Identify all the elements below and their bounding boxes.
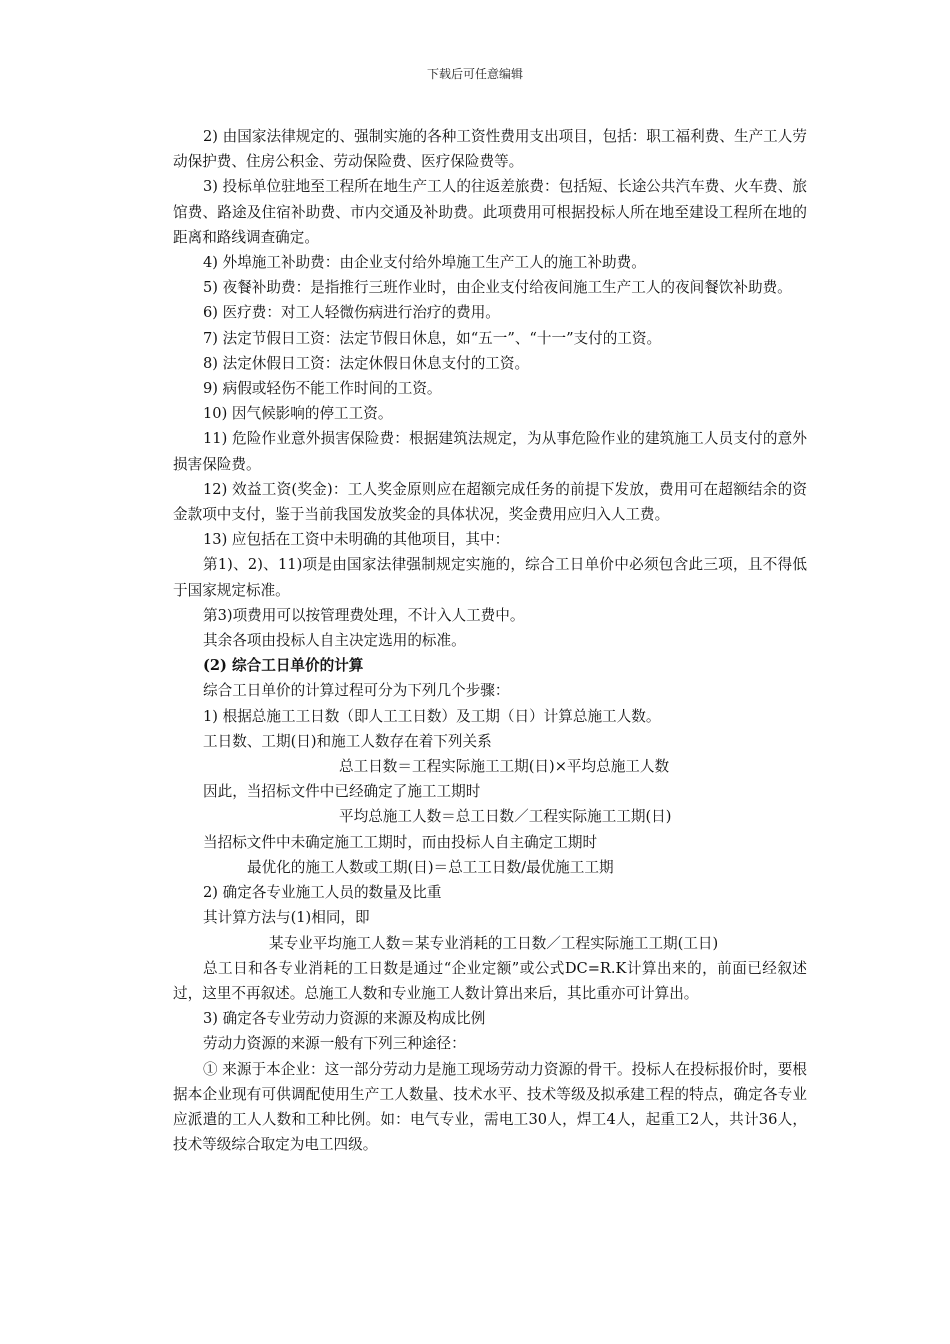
paragraph-step-2: 2) 确定各专业施工人员的数量及比重 [203, 884, 442, 902]
paragraph-sources-intro: 劳动力资源的来源一般有下列三种途径： [203, 1035, 466, 1053]
paragraph-method: 其计算方法与(1)相同，即 [203, 909, 370, 927]
paragraph-item-2: 2) 由国家法律规定的、强制实施的各种工资性费用支出项目，包括：职工福利费、生产工人劳动保护费、住房公积金、劳动保险费、医疗保险费等。 [173, 128, 807, 171]
formula-specialty-workers: 某专业平均施工人数＝某专业消耗的工日数／工程实际施工工期(工日) [269, 934, 719, 952]
paragraph-step-3: 3) 确定各专业劳动力资源的来源及构成比例 [203, 1010, 486, 1028]
paragraph-relation: 工日数、工期(日)和施工人数存在着下列关系 [203, 732, 492, 750]
paragraph-item-6: 6) 医疗费：对工人轻微伤病进行治疗的费用。 [203, 304, 500, 322]
document-body [173, 124, 807, 1157]
paragraph-item-9: 9) 病假或轻伤不能工作时间的工资。 [203, 380, 442, 398]
paragraph-item-3-note: 第3)项费用可以按管理费处理，不计入人工费中。 [203, 606, 525, 624]
paragraph-item-12: 12) 效益工资(奖金)：工人奖金原则应在超额完成任务的前提下发放，费用可在超额结余的资金款项中支付，鉴于当前我国发放奖金的具体状况，奖金费用应归入人工费。 [173, 480, 807, 524]
paragraph-workday-explanation: 总工日和各专业消耗的工日数是通过“企业定额”或公式DC=R.K计算出来的，前面已经叙述过，这里不再叙述。总施工人数和专业施工人数计算出来后，其比重亦可计算出。 [173, 959, 807, 1002]
paragraph-item-8: 8) 法定休假日工资：法定休假日休息支付的工资。 [203, 354, 530, 372]
paragraph-item-10: 10) 因气候影响的停工工资。 [203, 405, 393, 423]
formula-average-workers: 平均总施工人数＝总工日数／工程实际施工工期(日) [339, 808, 672, 826]
paragraph-undetermined-period: 当招标文件中未确定施工工期时，而由投标人自主确定工期时 [203, 833, 598, 851]
paragraph-therefore: 因此，当招标文件中已经确定了施工工期时 [203, 783, 481, 801]
paragraph-step-1: 1) 根据总施工工日数（即人工工日数）及工期（日）计算总施工人数。 [203, 707, 661, 725]
paragraph-other-items: 其余各项由投标人自主决定选用的标准。 [203, 632, 466, 650]
paragraph-item-7: 7) 法定节假日工资：法定节假日休息，如“五一”、“十一”支付的工资。 [203, 329, 662, 347]
paragraph-item-11: 11) 危险作业意外损害保险费：根据建筑法规定，为从事危险作业的建筑施工人员支付的意外损害保险费。 [173, 430, 807, 473]
paragraph-item-3: 3) 投标单位驻地至工程所在地生产工人的往返差旅费：包括短、长途公共汽车费、火车费、旅馆费、路途及住宿补助费、市内交通及补助费。此项费用可根据投标人所在地至建设工程所在地的距离和路线调查确定。 [173, 178, 807, 246]
section-heading: (2) 综合工日单价的计算 [203, 657, 364, 675]
formula-total-workdays: 总工日数＝工程实际施工工期(日)×平均总施工人数 [339, 758, 670, 776]
formula-optimal: 最优化的施工人数或工期(日)＝总工工日数/最优施工工期 [247, 858, 614, 876]
paragraph-item-5: 5) 夜餐补助费：是指推行三班作业时，由企业支付给夜间施工生产工人的夜间餐饮补助费。 [203, 279, 792, 297]
paragraph-steps-intro: 综合工日单价的计算过程可分为下列几个步骤： [203, 682, 510, 700]
page-header: 下载后可任意编辑 [426, 67, 523, 81]
paragraph-item-13: 13) 应包括在工资中未明确的其他项目，其中： [203, 531, 510, 549]
paragraph-item-4: 4) 外埠施工补助费：由企业支付给外埠施工生产工人的施工补助费。 [203, 254, 646, 272]
paragraph-mandatory-items: 第1)、2)、11)项是由国家法律强制规定实施的，综合工日单价中必须包含此三项，且不得低于国家规定标准。 [173, 556, 807, 599]
paragraph-source-1: ① 来源于本企业：这一部分劳动力是施工现场劳动力资源的骨干。投标人在投标报价时，要根据本企业现有可供调配使用生产工人数量、技术水平、技术等级及拟承建工程的特点，确定各专业应派遣的工人人数和工种比例。如：电气专业，需电工30人，焊工4人，起重工2人，共计36人，技术等级综合取定为电工四级。 [173, 1060, 807, 1154]
